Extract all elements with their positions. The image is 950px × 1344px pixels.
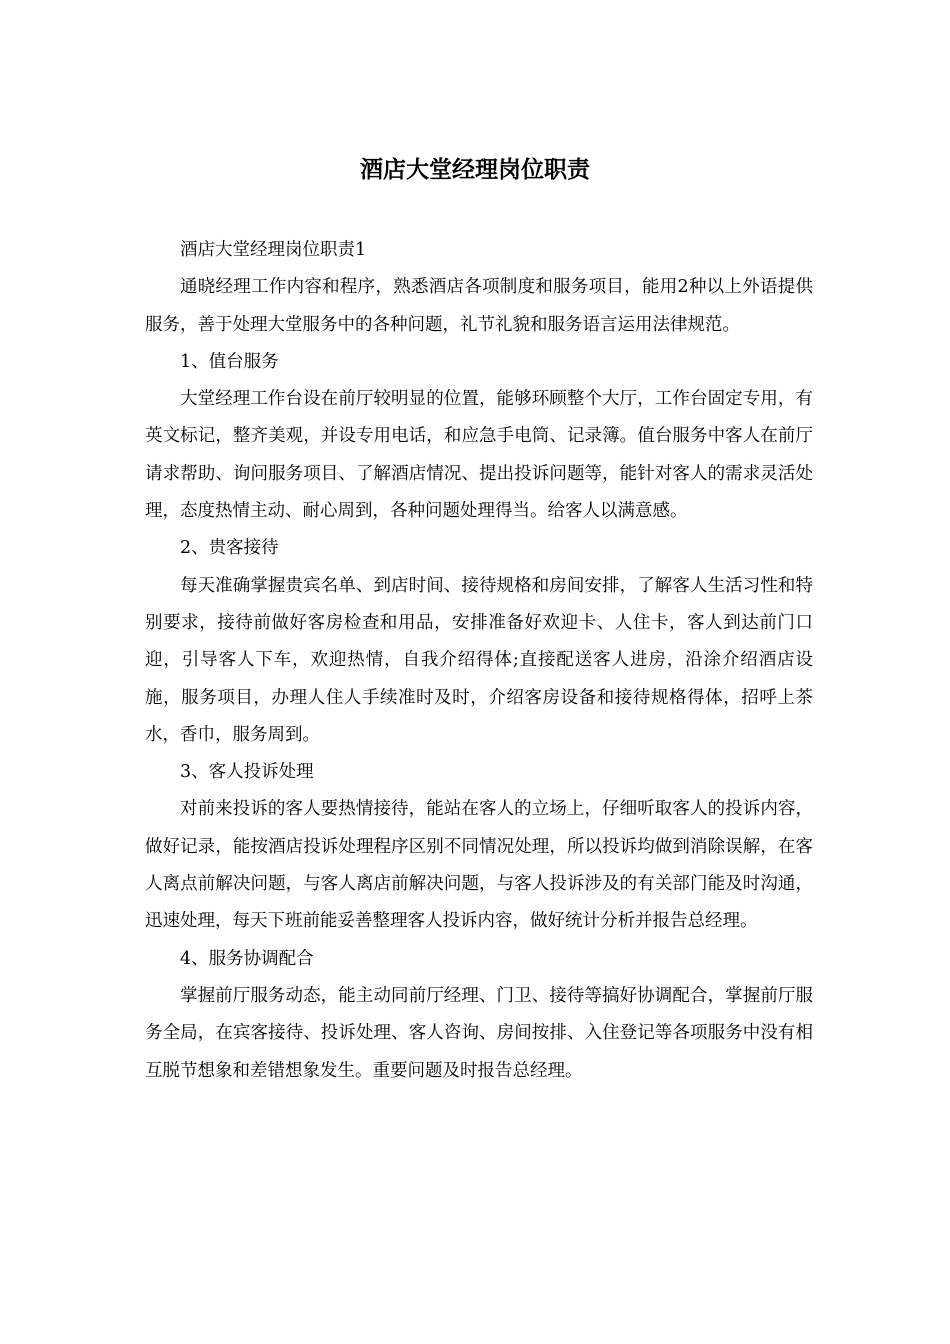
section-heading-1: 酒店大堂经理岗位职责1 (180, 240, 367, 260)
paragraph-complaints: 对前来投诉的客人要热情接待，能站在客人的立场上，仔细听取客人的投诉内容，做好记录，能按酒店投诉处理程序区别不同情况处理，所以投诉均做到消除误解，在客人离点前解决问题，与客人离店前解决问题，与客人投诉涉及的有关部门能及时沟通，迅速处理，每天下班前能妥善整理客人投诉内容，做好统计分析并报告总经理。 (145, 799, 813, 932)
section-heading-coordination: 4、服务协调配合 (180, 948, 314, 969)
document-body (145, 232, 813, 1090)
intro-paragraph: 通晓经理工作内容和程序，熟悉酒店各项制度和服务项目，能用2种以上外语提供服务，善于处理大堂服务中的各种问题，礼节礼貌和服务语言运用法律规范。 (145, 277, 813, 335)
section-heading-complaints: 3、客人投诉处理 (180, 762, 314, 783)
paragraph-vip-reception: 每天准确掌握贵宾名单、到店时间、接待规格和房间安排，了解客人生活习性和特别要求，接待前做好客房检查和用品，安排准备好欢迎卡、人住卡，客人到达前门口迎，引导客人下车，欢迎热情，自我介绍得体;直接配送客人进房，沿涂介绍酒店设施，服务项目，办理人住人手续准时及时，介绍客房设备和接待规格得体，招呼上茶水，香巾，服务周到。 (145, 575, 813, 745)
section-heading-duty-desk: 1、值台服务 (180, 351, 279, 372)
paragraph-coordination: 掌握前厅服务动态，能主动同前厅经理、门卫、接待等搞好协调配合，掌握前厅服务全局，在宾客接待、投诉处理、客人咨询、房间按排、入住登记等各项服务中没有相互脱节想象和差错想象发生。重要问题及时报告总经理。 (145, 985, 813, 1081)
paragraph-duty-desk: 大堂经理工作台设在前厅较明显的位置，能够环顾整个大厅，工作台固定专用，有英文标记，整齐美观，并设专用电话，和应急手电筒、记录簿。值台服务中客人在前厅请求帮助、询问服务项目、了解酒店情况、提出投诉问题等，能针对客人的需求灵活处理，态度热情主动、耐心周到，各种问题处理得当。给客人以满意感。 (145, 389, 813, 522)
document-title: 酒店大堂经理岗位职责 (360, 156, 590, 183)
section-heading-vip-reception: 2、贵客接待 (180, 538, 279, 559)
